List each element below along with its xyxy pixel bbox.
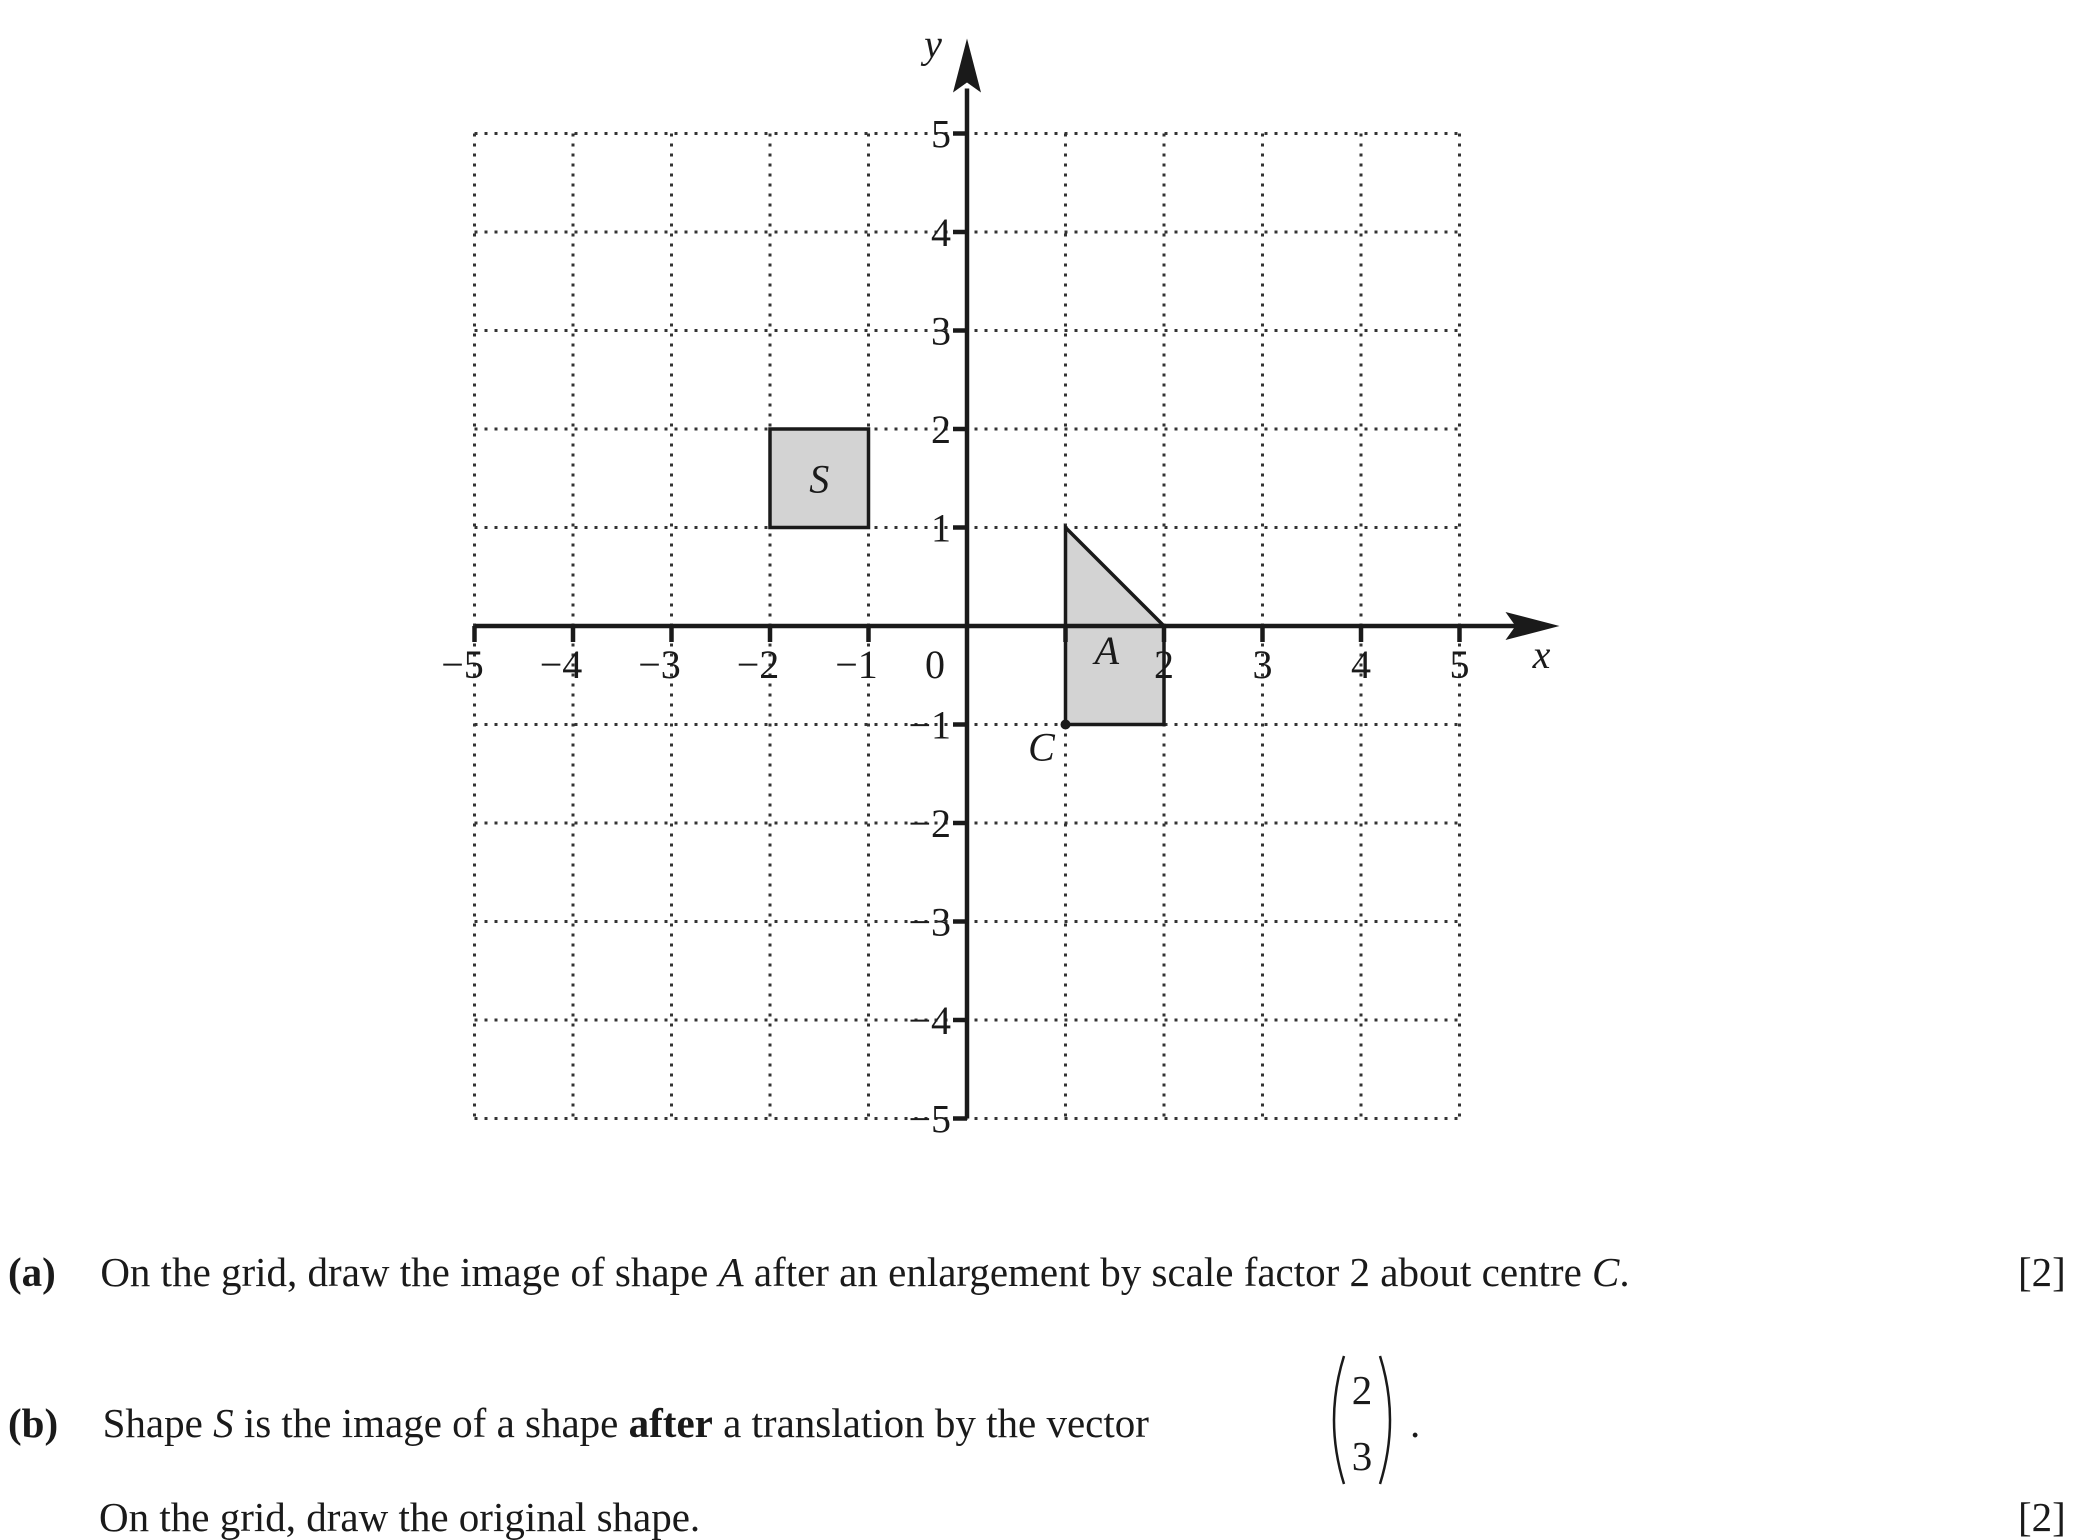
question-a-text: On the grid, draw the image of shape A after an enlargement by scale factor 2 about centre C. [100, 1249, 1630, 1295]
question-b-label: (b) [8, 1400, 59, 1446]
point-C [1061, 720, 1071, 730]
x-tick-label: 3 [1252, 642, 1273, 687]
question-b-end: . [1410, 1400, 1421, 1446]
y-tick-label: −3 [908, 899, 951, 945]
y-tick-label: 3 [931, 308, 951, 354]
point-C-label: C [1028, 724, 1055, 770]
question-b-marks: [2] [2018, 1494, 2066, 1540]
y-tick-label: −4 [908, 998, 951, 1043]
column-vector [1322, 1350, 1402, 1490]
y-tick-label: 1 [931, 505, 951, 551]
y-tick-label: 5 [931, 111, 951, 157]
y-tick-label: 4 [931, 210, 951, 255]
question-b [8, 1400, 1149, 1446]
y-tick-label: −2 [908, 801, 951, 846]
question-b-text: Shape S is the image of a shape after a translation by the vector [102, 1400, 1149, 1446]
x-tick-label: −2 [736, 642, 780, 687]
question-b-line2: On the grid, draw the original shape. [99, 1494, 701, 1540]
labels [441, 22, 1550, 1142]
shape-A-label: A [1094, 628, 1120, 673]
shape-S-label: S [809, 456, 830, 502]
x-axis-label: x [1532, 632, 1551, 677]
y-axis-label: y [924, 21, 942, 67]
x-tick-label: 4 [1351, 642, 1371, 687]
y-axis-arrow [953, 39, 981, 93]
x-tick-label: −5 [441, 642, 484, 687]
y-tick-label: −5 [908, 1096, 951, 1142]
origin-label: 0 [925, 642, 945, 687]
question-a-label: (a) [8, 1249, 56, 1295]
y-tick-label: −1 [908, 702, 951, 748]
x-tick-label: 2 [1154, 642, 1174, 687]
axes [475, 39, 1560, 1119]
question-a-marks: [2] [2018, 1249, 2066, 1295]
vector-bottom: 3 [1351, 1433, 1373, 1479]
x-tick-label: −4 [539, 642, 583, 687]
x-tick-label: −1 [835, 642, 878, 687]
x-tick-label: 5 [1449, 642, 1470, 687]
vector-top: 2 [1351, 1367, 1373, 1413]
y-tick-label: 2 [931, 407, 951, 452]
question-a [8, 1249, 1630, 1295]
x-tick-label: −3 [638, 642, 681, 687]
